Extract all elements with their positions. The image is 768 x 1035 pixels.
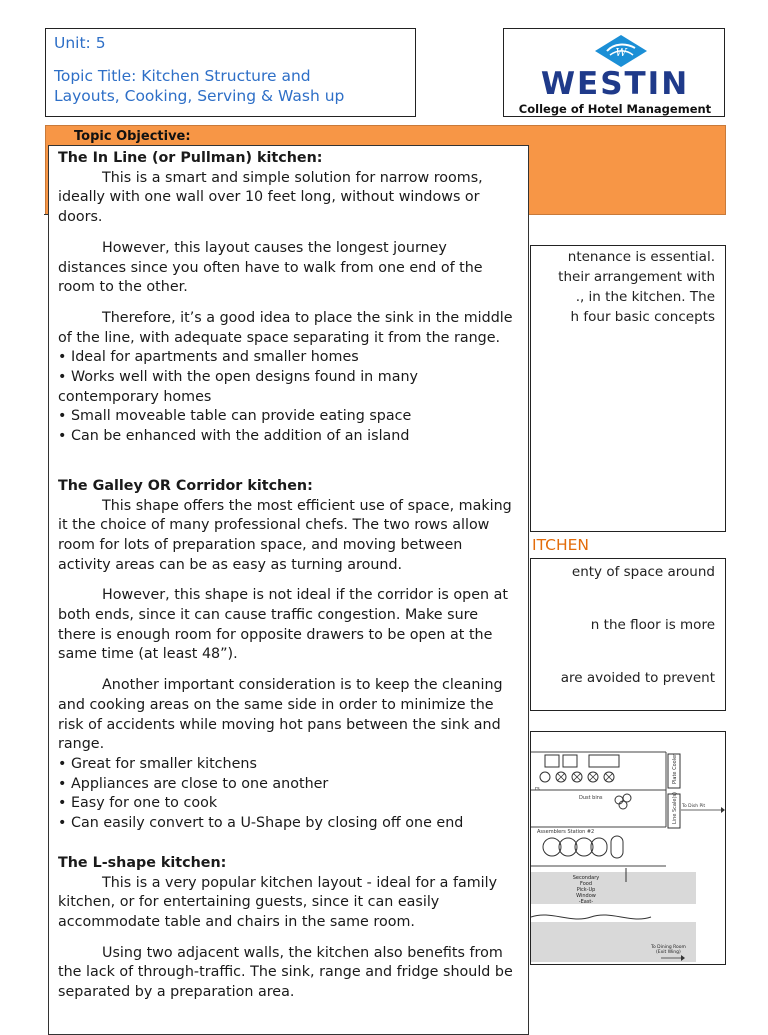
kitchen-line-3: are avoided to prevent	[560, 670, 715, 686]
intro-line-2: their arrangement with	[558, 269, 715, 285]
college-subtitle: College of Hotel Management	[518, 102, 712, 116]
inline-paragraph-3: Therefore, it’s a good idea to place the sink in the middle of the line, with adequate space separating it from the range.	[58, 309, 513, 346]
kitchen-section-heading: ITCHEN	[532, 536, 589, 554]
inline-bullet-4: • Can be enhanced with the addition of an island	[58, 428, 410, 445]
galley-bullet-2: • Appliances are close to one another	[58, 775, 329, 792]
galley-kitchen-heading: The Galley OR Corridor kitchen:	[58, 477, 313, 494]
inline-paragraph-1: This is a smart and simple solution for narrow rooms, ideally with one wall over 10 feet long, without windows or doors.	[58, 169, 483, 226]
unit-topic-box	[45, 28, 416, 117]
galley-bullet-3: • Easy for one to cook	[58, 795, 218, 812]
westin-emblem-icon	[592, 34, 650, 68]
inline-bullet-3: • Small moveable table can provide eating space	[58, 408, 412, 425]
secondary-label-2: Food	[580, 881, 592, 887]
intro-line-4: h four basic concepts	[570, 309, 715, 325]
intro-line-1: ntenance is essential.	[567, 249, 715, 265]
kitchen-floorplan-drawing	[531, 732, 725, 964]
galley-bullet-4: • Can easily convert to a U-Shape by closing off one end	[58, 815, 464, 832]
intro-text-box	[530, 245, 726, 532]
station-label: Assemblers Station #2	[537, 829, 595, 835]
topic-objective-label: Topic Objective:	[74, 129, 191, 144]
inline-bullet-1: • Ideal for apartments and smaller homes	[58, 349, 359, 366]
galley-bullet-1: • Great for smaller kitchens	[58, 755, 257, 772]
ovens-label: rs	[535, 786, 540, 792]
galley-paragraph-3: Another important consideration is to keep the cleaning and cooking areas on the same side in order to minimize the risk of accidents while moving hot pans between the sink and range.	[58, 677, 503, 753]
unit-number: Unit: 5	[54, 34, 106, 52]
secondary-label-1: Secondary	[572, 875, 600, 881]
kitchen-line-2: n the floor is more	[590, 617, 715, 633]
intro-line-3: ., in the kitchen. The	[575, 289, 715, 305]
inline-paragraph-2: However, this layout causes the longest journey distances since you often have to walk from one end of the room to the other.	[58, 239, 483, 296]
to-dining-label-2: (Exit Wing)	[656, 950, 681, 955]
line-scale-label: Line Scale(s)	[672, 792, 678, 824]
secondary-label-3: Pick-Up	[576, 887, 596, 893]
lshape-kitchen-heading: The L-shape kitchen:	[58, 854, 227, 871]
lshape-paragraph-2: Using two adjacent walls, the kitchen also benefits from the lack of through-traffic. The sink, range and fridge should be separated by a preparation area.	[58, 944, 513, 1001]
plate-cooler-label: Plate Cooler	[672, 753, 678, 784]
to-dish-label: To Dish Pit	[682, 804, 706, 809]
westin-wordmark: WESTIN	[540, 66, 690, 102]
westin-logo-box	[503, 28, 725, 117]
lshape-paragraph-1: This is a very popular kitchen layout - ideal for a family kitchen, or for entertaining guests, since it can easily accommodate table and chairs in the same room.	[58, 874, 498, 930]
kitchen-layouts-popup	[48, 145, 529, 1035]
kitchen-line-1: enty of space around	[571, 564, 715, 580]
inline-kitchen-heading: The In Line (or Pullman) kitchen:	[58, 150, 323, 166]
topic-title-line-2: Layouts, Cooking, Serving & Wash up	[54, 87, 345, 105]
svg-text:W: W	[615, 46, 627, 59]
kitchen-layout-diagram	[530, 731, 726, 965]
dust-bins-label: Dust bins	[579, 795, 603, 801]
galley-paragraph-1: This shape offers the most efficient use of space, making it the choice of many professional chefs. The two rows allow room for lots of preparation space, and moving between activity areas can be as easy as turning around.	[58, 497, 512, 573]
to-dining-label-1: To Dining Room	[651, 945, 686, 950]
galley-paragraph-2: However, this shape is not ideal if the corridor is open at both ends, since it can cause traffic congestion. Make sure there is enough room for opposite drawers to be open at the same time (at least 48”).	[58, 587, 509, 663]
secondary-label-4: Window	[576, 893, 596, 899]
inline-bullet-2: • Works well with the open designs found in many contemporary homes	[58, 369, 418, 405]
topic-title-line-1: Topic Title: Kitchen Structure and	[54, 67, 311, 85]
kitchen-text-box	[530, 558, 726, 711]
secondary-label-5: -East-	[578, 899, 594, 905]
